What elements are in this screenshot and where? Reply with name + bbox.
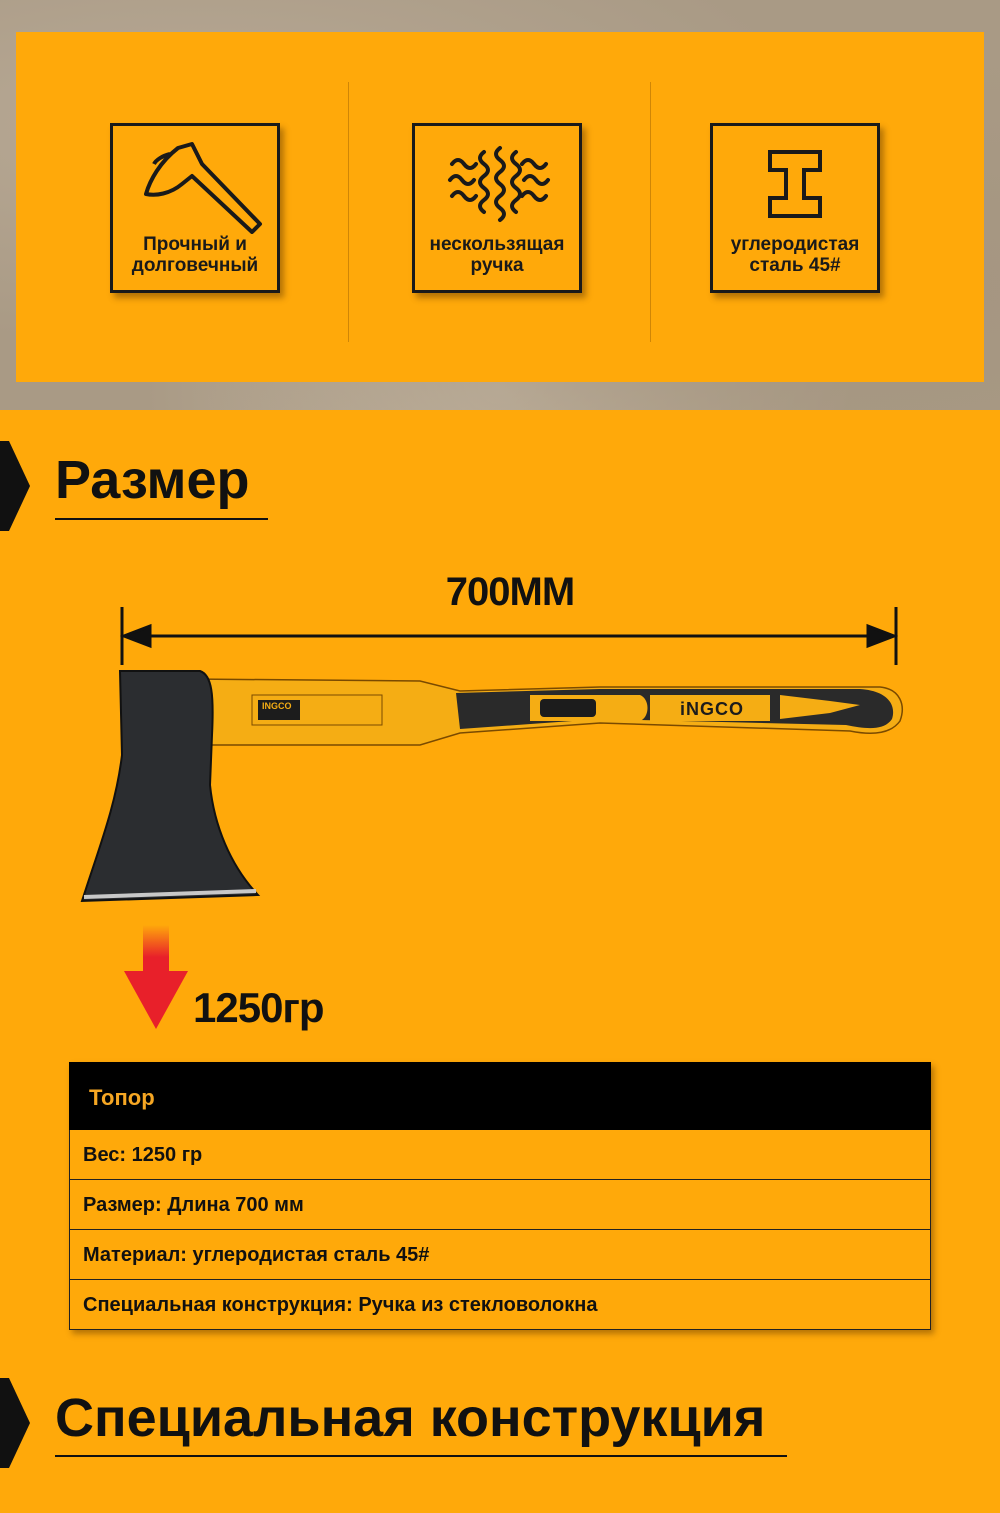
spec-row-weight: Вес: 1250 гр — [69, 1130, 931, 1180]
spec-row-size: Размер: Длина 700 мм — [69, 1180, 931, 1230]
feature-panel — [16, 32, 984, 382]
feature-steel — [710, 123, 880, 293]
spec-row-construction: Специальная конструкция: Ручка из стекловолокна — [69, 1280, 931, 1330]
handle-brand-logo: iNGCO — [680, 699, 745, 719]
feature-durable — [110, 123, 280, 293]
length-label: 700MM — [445, 570, 575, 614]
feature-label: нескользящая ручка — [429, 234, 565, 276]
axe-handle — [190, 679, 902, 745]
section-underline — [55, 1455, 787, 1457]
feature-divider — [348, 82, 349, 342]
section-title-size: Размер — [55, 450, 250, 510]
spec-row-material: Материал: углеродистая сталь 45# — [69, 1230, 931, 1280]
section-underline — [55, 518, 268, 520]
spec-table-header: Топор — [69, 1062, 931, 1130]
feature-divider — [650, 82, 651, 342]
feature-label: Прочный и долговечный — [131, 234, 259, 276]
axe-icon — [120, 134, 270, 234]
wavy-grip-icon — [422, 134, 572, 234]
spec-table — [69, 1062, 931, 1330]
section-title-special: Специальная конструкция — [55, 1388, 766, 1448]
feature-label: углеродистая сталь 45# — [730, 234, 860, 276]
dimension-line — [122, 607, 896, 665]
weight-arrow-icon — [124, 925, 188, 1029]
feature-grip — [412, 123, 582, 293]
steel-ibeam-icon — [720, 134, 870, 234]
weight-label: 1250гр — [193, 984, 324, 1031]
section-marker — [0, 1378, 30, 1468]
section-marker — [0, 441, 30, 531]
axe-illustration — [0, 595, 1000, 1035]
handle-brand-label: INGCO — [262, 701, 292, 711]
